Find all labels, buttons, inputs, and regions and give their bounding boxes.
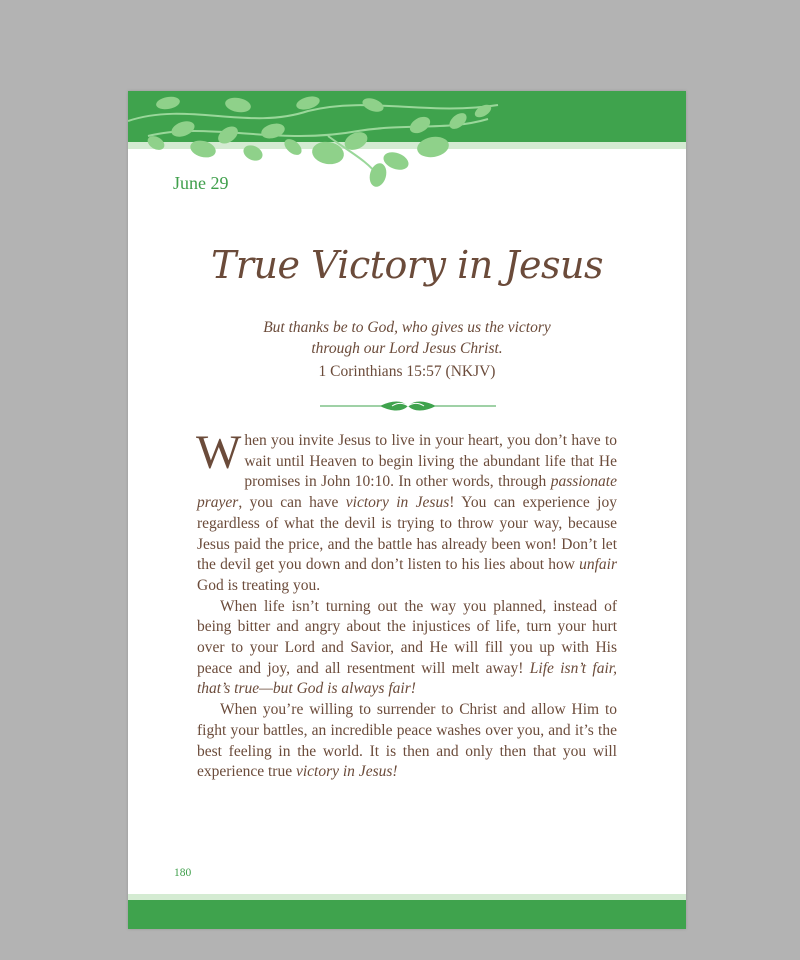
drop-cap: W	[196, 426, 242, 479]
devotional-body	[196, 426, 617, 783]
entry-date: June 29	[173, 173, 229, 193]
page-number: 180	[174, 867, 192, 879]
devotional-title: True Victory in Jesus	[210, 243, 604, 287]
scripture-reference: 1 Corinthians 15:57 (NKJV)	[318, 363, 496, 380]
verse-line-1: But thanks be to God, who gives us the victory	[263, 319, 551, 336]
paragraph-1: When you invite Jesus to live in your heart, you don’t have to wait until Heaven to begin living the abundant life that He promises in John 10:10. In other words, through passionate prayer, you can have victory in Jesus! You can experience joy regardless of what the devil is trying to throw your way, because Jesus paid the price, and the battle has already been won! Don’t let the devil get you down and don’t listen to his lies about how unfair God is treating you.	[196, 426, 617, 594]
footer-band	[128, 900, 686, 929]
scripture-verse	[128, 317, 686, 359]
paragraph-3: When you’re willing to surrender to Christ and allow Him to fight your battles, an incredible peace washes over you, and it’s the best feeling in the world. It is then and only then that you will experience true victory in Jesus!	[197, 701, 617, 781]
verse-line-2: through our Lord Jesus Christ.	[311, 340, 503, 357]
book-page	[128, 91, 686, 929]
paragraph-2: When life isn’t turning out the way you planned, instead of being bitter and angry about the injustices of life, turn your hurt over to your Lord and Savior, and He will fill you up with His peace and joy, and all resentment will melt away! Life isn’t fair, that’s true—but God is always fair!	[197, 597, 617, 698]
flourish-divider	[320, 399, 496, 413]
